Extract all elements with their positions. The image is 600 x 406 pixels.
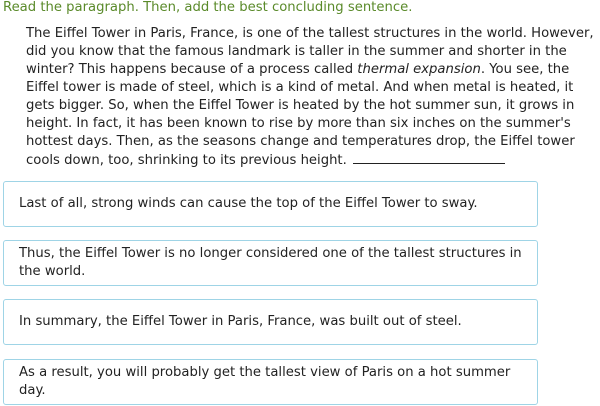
answer-choice-label: Last of all, strong winds can cause the top of the Eiffel Tower to sway.: [19, 196, 478, 211]
answer-choice-label: As a result, you will probably get the tallest view of Paris on a hot summer day.: [19, 365, 511, 398]
answer-choice-4[interactable]: [3, 359, 538, 405]
answer-choice-3[interactable]: [3, 299, 538, 345]
passage-paragraph: [26, 25, 600, 170]
answer-choice-label: In summary, the Eiffel Tower in Paris, France, was built out of steel.: [19, 314, 462, 329]
passage-emphasis-term: thermal expansion: [357, 62, 481, 77]
passage-text-part-1: The Eiffel Tower in Paris, France, is one of the tallest structures in the world. However, did you know that the famous landmark is taller in the summer and shorter in the winter? This happens because of a process called: [26, 26, 594, 77]
answer-choice-2[interactable]: [3, 240, 538, 286]
passage-text-part-2: . You see, the Eiffel tower is made of steel, which is a kind of metal. And when metal is heated, it gets bigger. So, when the Eiffel Tower is heated by the hot summer sun, it grows in height. In fact, it has been known to rise by more than six inches on the summer's hottest days. Then, as the seasons change and temperatures drop, the Eiffel tower cools down, too, shrinking to its previous height.: [26, 62, 575, 168]
answer-choice-label: Thus, the Eiffel Tower is no longer considered one of the tallest structures in the world.: [19, 246, 522, 279]
instructions-text: Read the paragraph. Then, add the best concluding sentence.: [3, 0, 413, 15]
answer-blank: [353, 151, 505, 164]
answer-choice-1[interactable]: [3, 181, 538, 227]
